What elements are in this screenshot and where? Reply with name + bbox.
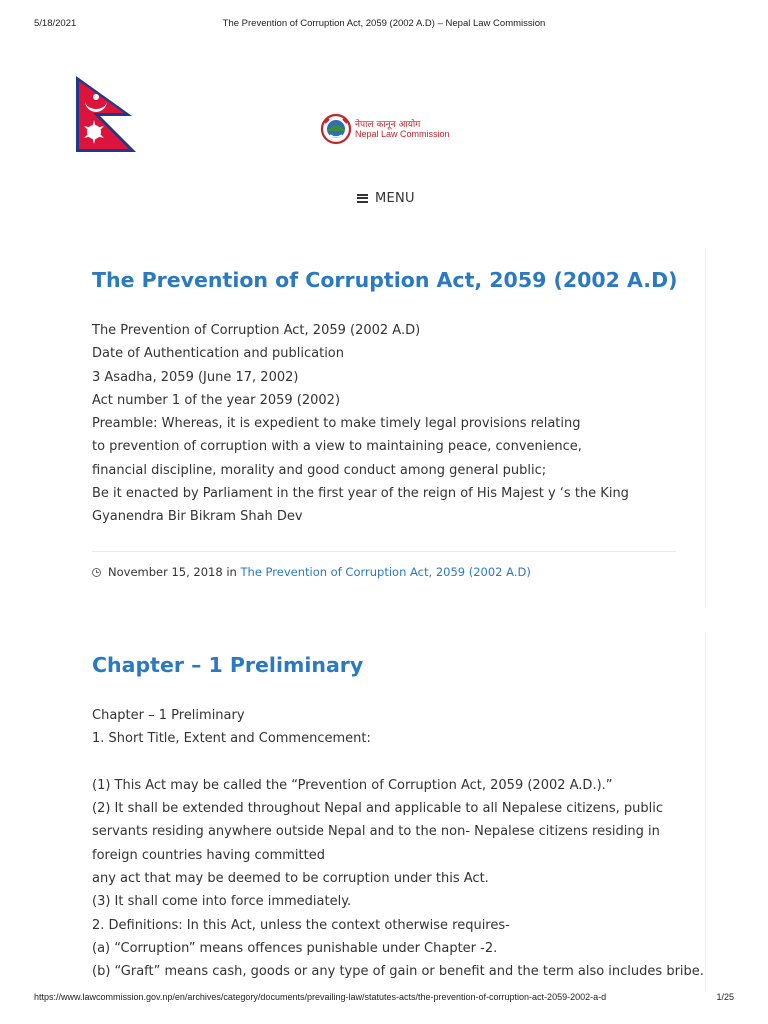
- menu-label: MENU: [375, 190, 415, 206]
- print-url: https://www.lawcommission.gov.np/en/archives/category/documents/prevailing-law/statutes-acts/the-prevention-of-corruption-act-2059-2002-a-d: [34, 992, 607, 1002]
- post-excerpt-line: 1. Short Title, Extent and Commencement:: [92, 731, 371, 747]
- print-header: [34, 18, 734, 32]
- post-category-link[interactable]: The Prevention of Corruption Act, 2059 (2002 A.D): [240, 565, 531, 579]
- post-excerpt-line: to prevention of corruption with a view to maintaining peace, convenience,: [92, 439, 582, 455]
- post-excerpt-line: (b) “Graft” means cash, goods or any type of gain or benefit and the term also includes bribe.: [92, 964, 704, 980]
- post-excerpt-line: foreign countries having committed: [92, 847, 325, 863]
- post-excerpt-line: 3 Asadha, 2059 (June 17, 2002): [92, 369, 299, 385]
- post-excerpt-line: any act that may be deemed to be corruption under this Act.: [92, 871, 489, 887]
- clock-icon: [92, 568, 101, 577]
- post-title-link[interactable]: The Prevention of Corruption Act, 2059 (2002 A.D): [92, 268, 678, 292]
- post-excerpt-line: The Prevention of Corruption Act, 2059 (2002 A.D): [92, 323, 421, 338]
- post-excerpt-line: Preamble: Whereas, it is expedient to make timely legal provisions relating: [92, 416, 581, 432]
- post-meta: [92, 565, 531, 579]
- post-excerpt-line: Date of Authentication and publication: [92, 346, 345, 362]
- post-excerpt-line: (a) “Corruption” means offences punishable under Chapter -2.: [92, 940, 498, 956]
- post-excerpt-line: (3) It shall come into force immediately.: [92, 894, 352, 910]
- post-excerpt-line: Gyanendra Bir Bikram Shah Dev: [92, 509, 303, 525]
- post-excerpt: [92, 319, 692, 529]
- content-divider: [705, 632, 706, 992]
- post-excerpt-line: (1) This Act may be called the “Prevention of Corruption Act, 2059 (2002 A.D.).”: [92, 777, 613, 793]
- print-page-number: 1/25: [716, 992, 734, 1002]
- print-date: 5/18/2021: [34, 18, 77, 29]
- paragraph-gap: [92, 751, 692, 774]
- print-footer: [34, 992, 734, 1006]
- post-excerpt-line: Act number 1 of the year 2059 (2002): [92, 392, 341, 408]
- nepal-flag-icon: [74, 74, 138, 154]
- post-date: November 15, 2018: [108, 565, 223, 579]
- nepal-law-commission-logo[interactable]: [320, 113, 460, 147]
- logo-english-text: Nepal Law Commission: [355, 129, 450, 139]
- post-separator: [92, 551, 676, 552]
- post-excerpt-line: (2) It shall be extended throughout Nepal and applicable to all Nepalese citizens, public: [92, 801, 663, 817]
- print-document-title: The Prevention of Corruption Act, 2059 (2002 A.D) – Nepal Law Commission: [222, 18, 546, 29]
- post-title-link[interactable]: Chapter – 1 Preliminary: [92, 653, 364, 677]
- post-excerpt: [92, 704, 704, 984]
- content-divider: [705, 248, 706, 608]
- post-excerpt-line: servants residing anywhere outside Nepal and to the non- Nepalese citizens residing in: [92, 824, 660, 840]
- logo-nepali-text: नेपाल कानून आयोग: [355, 120, 421, 130]
- menu-toggle-button[interactable]: [357, 189, 415, 207]
- hamburger-icon: [357, 194, 368, 203]
- post-excerpt-line: financial discipline, morality and good conduct among general public;: [92, 462, 547, 478]
- post-meta-in: in: [226, 565, 237, 579]
- post-excerpt-line: 2. Definitions: In this Act, unless the context otherwise requires-: [92, 917, 510, 933]
- post-excerpt-line: Chapter – 1 Preliminary: [92, 708, 245, 723]
- post-excerpt-line: Be it enacted by Parliament in the first year of the reign of His Majest y ‘s the King: [92, 486, 629, 502]
- emblem-icon: [320, 113, 352, 145]
